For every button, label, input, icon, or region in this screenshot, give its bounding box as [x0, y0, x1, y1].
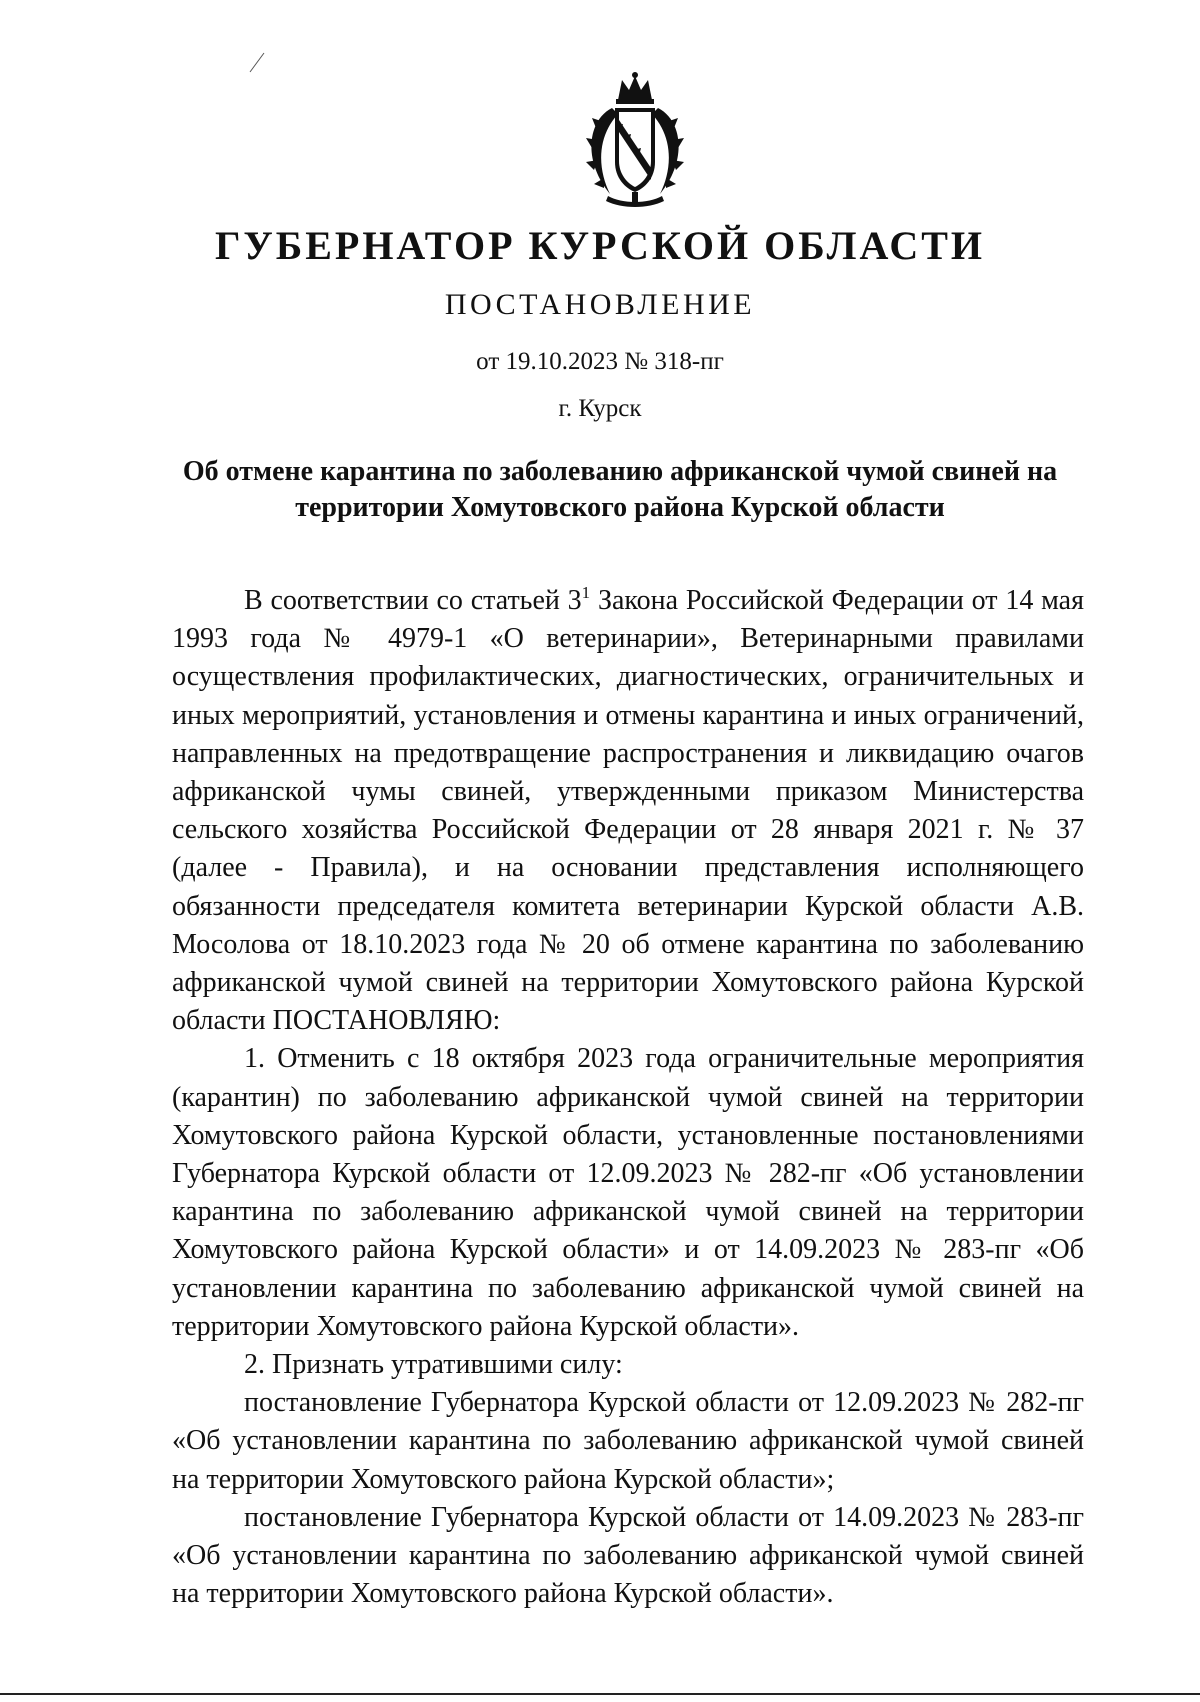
governor-title: ГУБЕРНАТОР КУРСКОЙ ОБЛАСТИ [214, 223, 986, 268]
document-body [172, 582, 1084, 1613]
document-city: г. Курск [558, 395, 642, 422]
repealed-decree-282: постановление Губернатора Курской области от 12.09.2023 № 282-пг «Об установлении карантина по заболеванию африканской чумой свиней на территории Хомутовского района Курской области»; [172, 1387, 1084, 1495]
page-bottom-edge [0, 1693, 1200, 1695]
scan-mark [248, 52, 266, 74]
preamble-paragraph [172, 582, 1084, 1040]
document-subject [170, 454, 1070, 526]
subject-line-2: территории Хомутовского района Курской области [295, 492, 945, 523]
preamble-rest: Закона Российской Федерации от 14 мая 1993 года № 4979-1 «О ветеринарии», Ветеринарными правилами осуществления профилактических, диагностических, ограничительных и иных мероприятий, установления и отмены карантина и иных ограничений, направленных на предотвращение распространения и ликвидацию очагов африканской чумы свиней, утвержденными приказом Министерства сельского хозяйства Российской Федерации от 28 января 2021 г. № 37 (далее - Правила), и на основании представления исполняющего обязанности председателя комитета ветеринарии Курской области А.В. Мосолова от 18.10.2023 года № 20 об отмене карантина по заболеванию африканской чумой свиней на территории Хомутовского района Курской области ПОСТАНОВЛЯЮ: [172, 585, 1084, 1037]
preamble-start: В соответствии со статьей 3 [244, 585, 582, 616]
kursk-coat-of-arms-icon [560, 70, 710, 210]
article-superscript: 1 [581, 583, 591, 602]
clause-2-paragraph: 2. Признать утратившими силу: [244, 1349, 623, 1381]
clause-1-paragraph: 1. Отменить с 18 октября 2023 года ограничительные мероприятия (карантин) по заболеванию африканской чумой свиней на территории Хомутовского района Курской области, установленные постановлениями Губернатора Курской области от 12.09.2023 № 282-пг «Об установлении карантина по заболеванию африканской чумой свиней на территории Хомутовского района Курской области» и от 14.09.2023 № 283-пг «Об установлении карантина по заболеванию африканской чумой свиней на территории Хомутовского района Курской области». [172, 1043, 1084, 1342]
document-type: ПОСТАНОВЛЕНИЕ [444, 288, 756, 321]
document-date-number: от 19.10.2023 № 318-пг [476, 348, 724, 375]
subject-line-1: Об отмене карантина по заболеванию африканской чумой свиней на [182, 456, 1058, 487]
repealed-decree-283: постановление Губернатора Курской области от 14.09.2023 № 283-пг «Об установлении карантина по заболеванию африканской чумой свиней на территории Хомутовского района Курской области». [172, 1501, 1084, 1610]
